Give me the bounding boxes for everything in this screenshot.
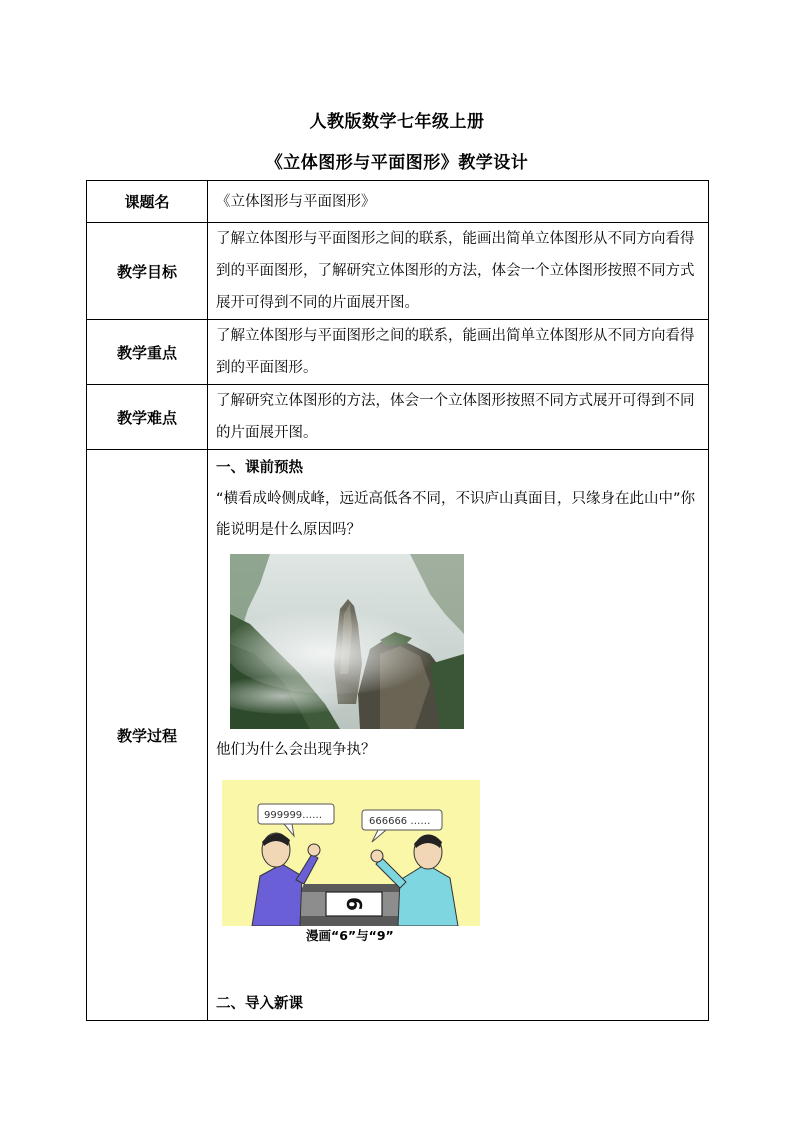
content-keypoints: 了解立体图形与平面图形之间的联系，能画出简单立体图形从不同方向看得到的平面图形。 [208, 320, 709, 385]
card-number: 6 [342, 897, 366, 911]
label-difficulties: 教学难点 [87, 385, 208, 450]
content-process [208, 450, 709, 1021]
row-topic [87, 181, 709, 223]
lesson-plan-table [86, 180, 709, 1021]
question-dispute: 他们为什么会出现争执？ [216, 742, 376, 758]
label-topic: 课题名 [87, 181, 208, 223]
content-goals: 了解立体图形与平面图形之间的联系，能画出简单立体图形从不同方向看得到的平面图形，了解研究立体图形的方法，体会一个立体图形按照不同方式展开可得到不同的片面展开图。 [208, 223, 709, 320]
comic-caption: 漫画“6”与“9” [306, 928, 394, 943]
bubble-left-text: 999999…… [264, 810, 323, 821]
section-heading-intro: 二、导入新课 [216, 996, 303, 1012]
row-goals [87, 223, 709, 320]
document-title: 人教版数学七年级上册 [309, 112, 485, 132]
mountain-photo [230, 554, 464, 729]
label-keypoints: 教学重点 [87, 320, 208, 385]
content-topic: 《立体图形与平面图形》 [208, 181, 709, 223]
bubble-right-text: 666666 …… [369, 816, 431, 827]
comic [222, 780, 492, 944]
section-heading-warmup: 一、课前预热 [216, 460, 303, 476]
poem-question: “横看成岭侧成峰，远近高低各不同，不识庐山真面目，只缘身在此山中”你能说明是什么原因吗？ [216, 491, 696, 538]
row-keypoints [87, 320, 709, 385]
row-process [87, 450, 709, 1021]
row-difficulties [87, 385, 709, 450]
comic-illustration [222, 780, 480, 926]
content-difficulties: 了解研究立体图形的方法，体会一个立体图形按照不同方式展开可得到不同的片面展开图。 [208, 385, 709, 450]
label-process: 教学过程 [87, 450, 208, 1021]
document-subtitle: 《立体图形与平面图形》教学设计 [265, 153, 529, 173]
label-goals: 教学目标 [87, 223, 208, 320]
